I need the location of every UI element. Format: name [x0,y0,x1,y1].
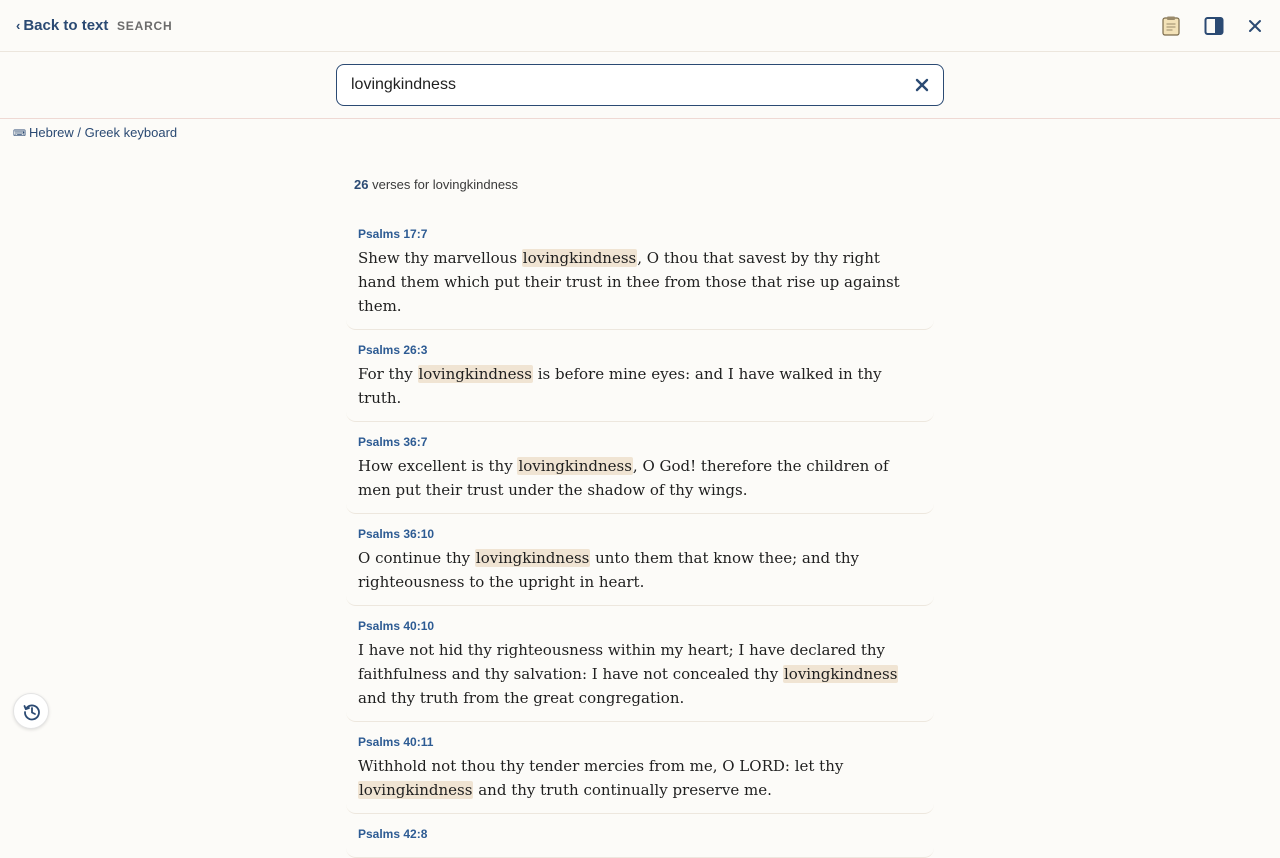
verse-text [358,754,922,802]
verse-text [358,362,922,410]
hebrew-greek-keyboard-link[interactable] [13,125,177,140]
search-row [0,52,1280,119]
verse-text [358,638,922,710]
results-list [346,214,934,858]
verse-text-before: How excellent is thy [358,457,518,475]
result-item[interactable] [346,814,934,858]
clipboard-icon[interactable] [1159,14,1183,38]
search-highlight: lovingkindness [522,249,637,267]
verse-reference[interactable]: Psalms 36:10 [358,527,435,541]
verse-text [358,546,922,594]
results-count-number: 26 [354,177,369,192]
history-icon [22,702,42,722]
search-input[interactable] [351,74,891,96]
results-count [354,177,518,192]
result-item[interactable] [346,214,934,330]
clear-icon[interactable] [913,76,931,94]
result-item[interactable] [346,330,934,422]
keyboard-label: Hebrew / Greek keyboard [29,125,178,140]
verse-text [358,246,922,318]
keyboard-icon: ⌨ [13,128,26,138]
result-item[interactable] [346,422,934,514]
verse-reference[interactable]: Psalms 40:11 [358,735,434,749]
verse-reference[interactable]: Psalms 42:8 [358,827,428,841]
search-highlight: lovingkindness [475,549,590,567]
chevron-left-icon: ‹ [16,18,21,33]
results-count-text: verses for lovingkindness [372,177,519,192]
verse-reference[interactable]: Psalms 36:7 [358,435,428,449]
result-item[interactable] [346,606,934,722]
side-panel-icon[interactable] [1202,14,1226,38]
verse-text [358,454,922,502]
verse-text-before: Withhold not thou thy tender mercies from me, O LORD: let thy [358,757,844,775]
verse-reference[interactable]: Psalms 17:7 [358,227,428,241]
verse-text-before: O continue thy [358,549,475,567]
verse-text-before: I have not hid thy righteousness within my heart; I have declared thy faithfulness and thy salvation: I have not concealed thy [358,641,886,683]
search-highlight: lovingkindness [418,365,532,383]
back-to-text-button[interactable] [16,17,108,34]
search-highlight: lovingkindness [783,665,898,683]
top-bar [0,0,1280,52]
verse-text-after: and thy truth from the great congregation. [358,689,685,707]
verse-text-before: For thy [358,365,418,383]
search-highlight: lovingkindness [359,781,473,799]
result-item[interactable] [346,514,934,606]
verse-text-after: is before mine eyes: and I have walked in thy truth. [358,365,882,407]
verse-text-after: , O God! therefore the children of men put their trust under the shadow of thy wings. [358,457,889,499]
result-item[interactable] [346,722,934,814]
verse-text-after: unto them that know thee; and thy righteousness to the upright in heart. [358,549,860,591]
verse-text-before: Shew thy marvellous [358,249,522,267]
history-button[interactable] [13,693,49,729]
verse-text-after: and thy truth continually preserve me. [473,781,772,799]
search-box [336,64,944,106]
verse-text-after: , O thou that savest by thy right hand them which put their trust in thee from those that rise up against them. [358,249,900,315]
verse-reference[interactable]: Psalms 40:10 [358,619,435,633]
page-title: SEARCH [117,19,173,33]
search-highlight: lovingkindness [518,457,632,475]
close-icon[interactable] [1243,14,1267,38]
back-to-text-label: Back to text [23,17,109,34]
verse-reference[interactable]: Psalms 26:3 [358,343,428,357]
